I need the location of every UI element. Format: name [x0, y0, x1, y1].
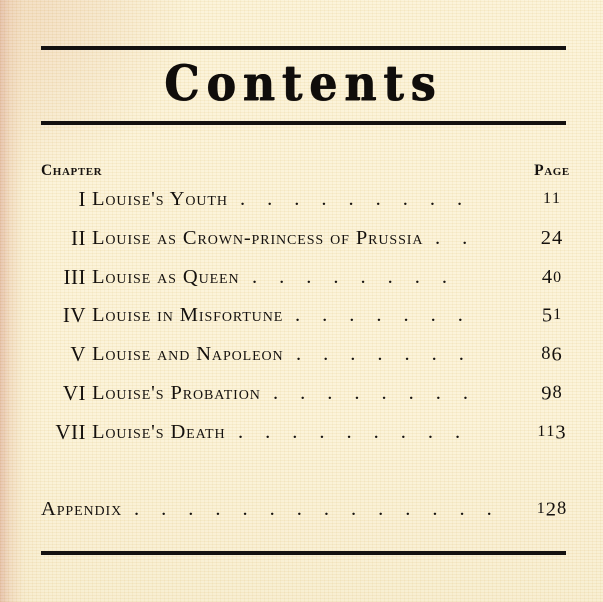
page-number: 11: [543, 190, 561, 207]
chapter-numeral: V: [70, 342, 86, 367]
chapter-title[interactable]: Louise as Queen: [92, 265, 240, 288]
page-number: 86: [541, 343, 563, 366]
chapter-title[interactable]: Louise's Probation: [92, 382, 261, 404]
top-rule: [41, 46, 566, 50]
toc-entry-row[interactable]: [0, 378, 603, 408]
dot-leader: ........: [273, 382, 490, 404]
chapter-title[interactable]: Appendix: [41, 498, 123, 520]
chapter-title[interactable]: Louise's Youth: [92, 188, 228, 210]
chapter-title[interactable]: Louise as Crown-princess of Prussia: [92, 226, 424, 249]
chapter-numeral: III: [63, 264, 86, 289]
chapter-title[interactable]: Louise and Napoleon: [92, 343, 284, 366]
page-number: 113: [537, 421, 567, 444]
toc-entry-row[interactable]: [0, 300, 603, 330]
chapter-numeral: I: [78, 187, 86, 211]
page-number: 128: [536, 498, 568, 521]
toc-entry-row[interactable]: [0, 223, 603, 253]
bottom-rule: [41, 551, 566, 555]
dot-leader: .......: [295, 304, 485, 327]
dot-leader: .........: [238, 420, 483, 443]
page-number: 51: [541, 304, 563, 327]
toc-entry-row[interactable]: [0, 339, 603, 369]
chapter-numeral: VI: [62, 381, 86, 405]
page-column-header: Page: [534, 162, 570, 179]
toc-entry-row[interactable]: [0, 262, 603, 292]
chapter-numeral: VII: [55, 419, 86, 444]
chapter-column-header: Chapter: [41, 162, 103, 179]
title-underline-rule: [41, 121, 566, 125]
chapter-numeral: II: [71, 225, 86, 250]
column-header-row: [0, 162, 603, 180]
page-number: 98: [541, 382, 563, 405]
page-number: 24: [540, 226, 564, 249]
dot-leader: .......: [296, 343, 486, 366]
chapter-numeral: IV: [62, 303, 86, 328]
dot-leader: ........: [252, 265, 469, 288]
dot-leader: ..............: [134, 498, 514, 520]
dot-leader: ..: [435, 226, 490, 249]
toc-entry-row[interactable]: [0, 417, 603, 447]
page-title: Contents: [164, 54, 443, 112]
appendix-row[interactable]: [0, 494, 603, 524]
page-number: 40: [541, 265, 563, 288]
dot-leader: .........: [240, 188, 485, 210]
toc-entry-row[interactable]: [0, 184, 603, 214]
chapter-title[interactable]: Louise in Misfortune: [92, 304, 284, 327]
chapter-title[interactable]: Louise's Death: [92, 420, 226, 443]
